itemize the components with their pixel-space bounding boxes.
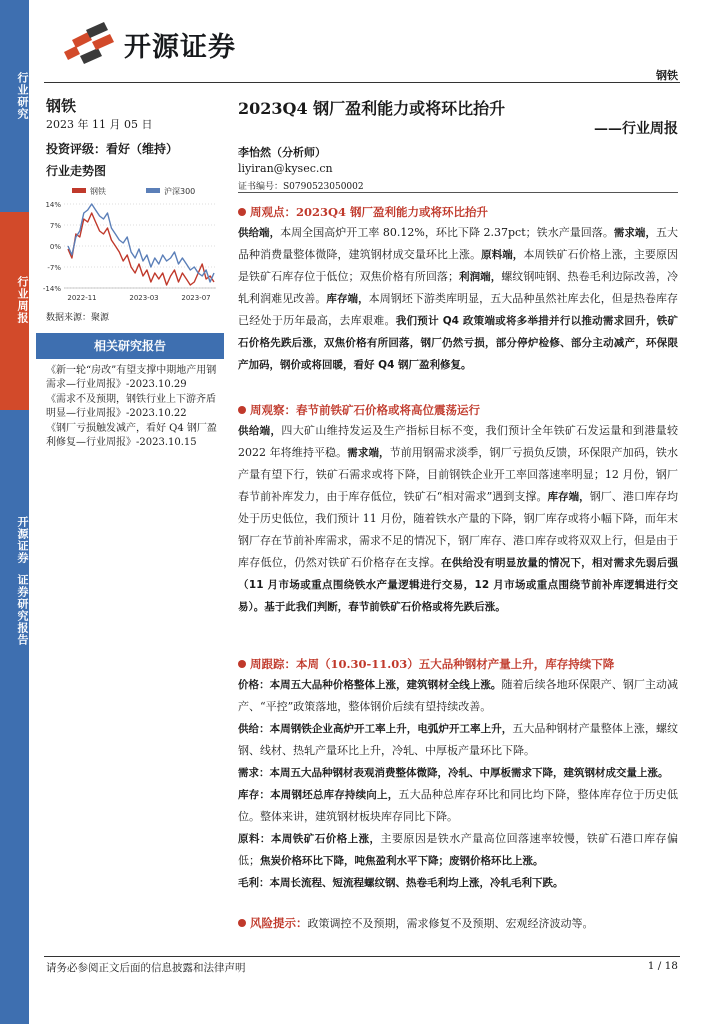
bold-text-run: 我们预计 Q4 政策端或将多举措并行以推动需求回升，铁矿石价格先跌后涨，双焦价格有所回落，钢厂仍然亏损，部分停炉检修、部分主动减产，环保限产加码，钢价或将回暖，看好 Q4 钢厂盈利修复。	[238, 315, 679, 371]
x-tick-label: 2023-03	[129, 294, 159, 302]
brand-logo	[62, 22, 236, 66]
text-run: 本周钢坯下游类库明显，五大品种虽然社库去化，但是热卷库存已经处于历年最高，去库艰难。	[238, 292, 679, 327]
text-run: 螺纹钢吨钢、热卷毛利边际改善，冷轧利润难见改善。	[238, 270, 679, 305]
legend-swatch	[146, 188, 160, 193]
text-run: 本周铁矿石价格上涨，主要原因是铁矿石库存位于低位；双焦价格有所回落；	[238, 248, 679, 283]
bold-text-run: 利润端，	[458, 271, 502, 283]
text-run: 钢厂、港口库存均处于历史低位，我们预计 11 月份，随着铁水产量的下降，钢厂库存或将小幅下降，而年末钢厂存在节前补库需求，需求不足的情况下，钢厂库存、港口库存或将双双上行，但是由于库存低位，仍然对铁矿石价格存在支撑。	[238, 490, 679, 569]
side-band-bottom	[0, 410, 29, 1024]
tracking-item	[238, 784, 678, 828]
x-tick-label: 2022-11	[67, 294, 97, 302]
bold-text-run: 原料端，	[481, 249, 524, 261]
section-risk	[238, 912, 678, 932]
side-label-brand: 开源证券	[16, 516, 29, 564]
bold-text-run: 库存端，	[326, 293, 369, 305]
text-run: 四大矿山维持发运及生产指标目标不变，我们预计全年铁矿石发运量和到港量较 2022 年将维持平稳。	[238, 424, 679, 459]
title-divider	[238, 192, 678, 193]
footer-disclaimer[interactable]: 请务必参阅正文后面的信息披露和法律声明	[46, 962, 246, 974]
bold-text-run: 供给端，	[238, 425, 282, 437]
brand-name: 开源证券	[124, 31, 236, 63]
certificate-number: 证书编号：S0790523050002	[238, 182, 364, 192]
bold-text-run: 焦炭价格环比下降，吨焦盈利水平下降；废钢价格环比上涨。	[260, 855, 544, 867]
bold-text-run: 需求端，	[347, 447, 390, 459]
section-weekly-tracking	[238, 656, 678, 894]
bold-text-run: 在供给没有明显放量的情况下，相对需求先弱后强（11 月市场或重点围绕铁水产量逻辑进行交易，12 月市场或重点围绕节前补库逻辑进行交易）。基于此我们判断，春节前铁矿石价格或将先跌后涨。	[238, 557, 679, 613]
bold-text-run: 本周钢铁企业高炉开工率上升，电弧炉开工率上升，	[269, 723, 513, 735]
tracking-item	[238, 718, 678, 762]
industry-name: 钢铁	[46, 97, 77, 115]
bold-text-run: 库存：	[238, 789, 271, 801]
bullet-icon	[238, 660, 246, 668]
y-tick-label: 0%	[49, 243, 61, 251]
side-label-securities-report: 证券研究报告	[16, 574, 29, 646]
tracking-item	[238, 674, 678, 718]
side-label-industry-weekly: 行业周报	[16, 276, 29, 324]
side-band	[0, 0, 29, 1024]
bold-text-run: 需求：	[238, 767, 270, 779]
bold-text-run: 价格：	[238, 679, 270, 691]
y-tick-label: -14%	[42, 285, 61, 293]
trend-chart-title: 行业走势图	[46, 164, 107, 178]
section-heading: 周观点：2023Q4 钢厂盈利能力或将环比抬升	[238, 204, 678, 220]
section-heading: 周跟踪：本周（10.30-11.03）五大品种钢材产量上升，库存持续下降	[238, 656, 678, 672]
related-reports-header: 相关研究报告	[36, 333, 224, 359]
report-date: 2023 年 11 月 05 日	[46, 118, 153, 131]
footer-divider	[44, 956, 680, 957]
related-report-item[interactable]: 《钢厂亏损触发减产，看好 Q4 钢厂盈利修复—行业周报》-2023.10.15	[46, 423, 217, 448]
bold-text-run: 需求端，	[613, 227, 656, 239]
page-number: 1 / 18	[647, 960, 678, 972]
tracking-item	[238, 762, 678, 784]
bold-text-run: 毛利：本周长流程、短流程螺纹钢、热卷毛利均上涨，冷轧毛利下跌。	[238, 877, 564, 889]
bold-text-run: 原料：	[238, 833, 271, 845]
section-weekly-view	[238, 204, 678, 376]
bold-text-run: 供给端，	[238, 227, 281, 239]
tracking-item	[238, 872, 678, 894]
tracking-item	[238, 828, 678, 872]
section-body	[238, 222, 678, 376]
industry-trend-chart	[36, 184, 222, 308]
y-tick-label: 14%	[45, 201, 61, 209]
text-run: 本周全国高炉开工率 80.12%，环比下降 2.37pct；铁水产量回落。	[280, 226, 614, 239]
bold-text-run: 本周五大品种价格整体上涨，建筑钢材全线上涨。	[269, 679, 502, 691]
report-title: 2023Q4 钢厂盈利能力或将环比抬升	[238, 99, 506, 118]
analyst-name: 李怡然（分析师）	[238, 146, 326, 159]
bold-text-run: 本周铁矿石价格上涨，	[270, 833, 381, 845]
analyst-email[interactable]: liyiran@kysec.cn	[238, 162, 333, 175]
bold-text-run: 库存端，	[547, 491, 590, 503]
investment-rating: 投资评级：看好（维持）	[46, 142, 179, 156]
text-run: 随着后续各地环保限产、钢厂主动减产、“平控”政策落地，整体钢价后续有望持续改善。	[238, 678, 679, 713]
text-run: 节前用钢需求淡季，钢厂亏损负反馈，环保限产加码，铁水产量有望下行，铁矿石需求或将下降，目前钢铁企业开工率回落速率明显；12 月份，钢厂春节前补库发力，由于库存低位，铁矿石“相对需求”遇到支撑。	[238, 446, 679, 503]
related-reports-list	[46, 364, 224, 451]
section-body	[238, 674, 678, 894]
logo-mark-icon	[62, 22, 116, 66]
bullet-icon	[238, 919, 246, 927]
y-tick-label: -7%	[47, 264, 61, 272]
text-run: 五大品种消费量整体微降，建筑钢材成交量环比上涨。	[238, 226, 679, 261]
related-report-item[interactable]: 《需求不及预期，钢铁行业上下游齐盾明显—行业周报》-2023.10.22	[46, 394, 216, 419]
header-category: 钢铁	[656, 69, 678, 82]
legend-label: 钢铁	[90, 187, 106, 196]
section-heading: 周观察：春节前铁矿石价格或将高位震荡运行	[238, 402, 678, 418]
bold-text-run: 供给：	[238, 723, 270, 735]
section-weekly-observation	[238, 402, 678, 618]
bullet-icon	[238, 406, 246, 414]
section-body	[238, 420, 678, 618]
header-divider	[44, 82, 680, 83]
text-run: 五大品种钢材产量整体上涨，螺纹钢、线材、热轧产量环比上升，冷轧、中厚板产量环比下降。	[238, 722, 679, 757]
series-line-steel	[68, 213, 214, 285]
section-heading: 风险提示：	[238, 916, 308, 930]
bold-text-run: 本周五大品种钢材表观消费整体微降，冷轧、中厚板需求下降，建筑钢材成交量上涨。	[269, 767, 669, 779]
text-run: 主要原因是铁水产量高位回落速率较慢，铁矿石港口库存偏低；	[238, 832, 679, 867]
legend-label: 沪深300	[164, 187, 196, 196]
y-tick-label: 7%	[49, 222, 61, 230]
chart-source: 数据来源：聚源	[46, 313, 110, 323]
risk-text: 政策调控不及预期，需求修复不及预期、宏观经济波动等。	[307, 917, 594, 930]
bullet-icon	[238, 208, 246, 216]
legend-swatch	[72, 188, 86, 193]
bold-text-run: 本周钢坯总库存持续向上，	[270, 789, 399, 801]
report-subtitle: ——行业周报	[594, 121, 678, 137]
x-tick-label: 2023-07	[181, 294, 211, 302]
related-report-item[interactable]: 《新一轮“房改”有望支撑中期地产用钢需求—行业周报》-2023.10.29	[46, 365, 217, 390]
text-run: 五大品种总库存环比和同比均下降，整体库存位于历史低位。整体来讲，建筑钢材板块库存同比下降。	[238, 788, 679, 823]
side-label-industry-research: 行业研究	[16, 72, 29, 120]
